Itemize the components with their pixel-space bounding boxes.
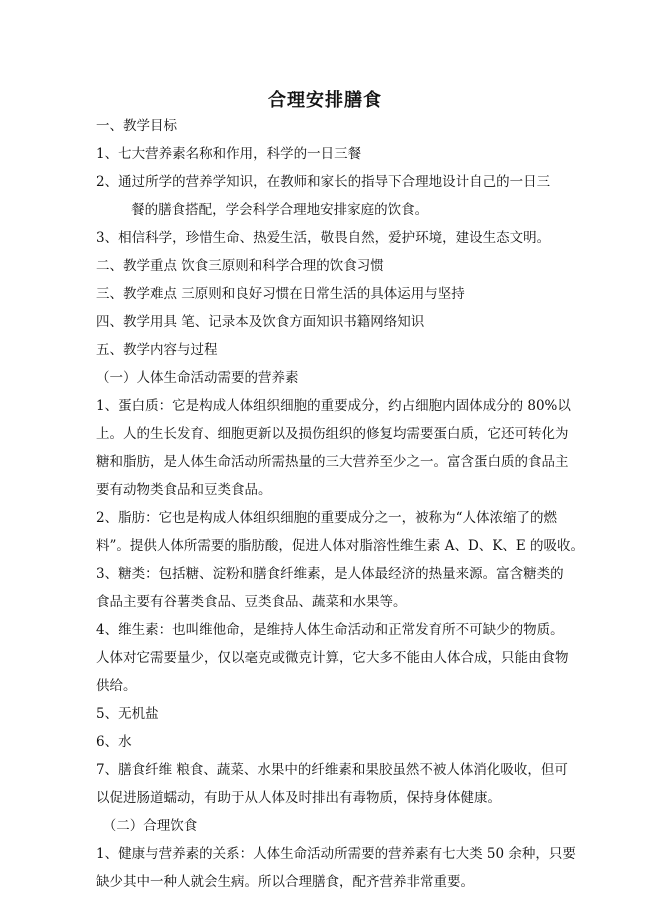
- paragraph-line: 餐的膳食搭配，学会科学合理地安排家庭的饮食。: [131, 202, 429, 218]
- section-heading-difficulties: 三、教学难点 三原则和良好习惯在日常生活的具体运用与坚持: [96, 286, 465, 302]
- paragraph-line: 7、膳食纤维 粮食、蔬菜、水果中的纤维素和果胶虽然不被人体消化吸收，但可: [96, 762, 568, 778]
- paragraph-line: 人体对它需要量少，仅以毫克或微克计算，它大多不能由人体合成，只能由食物: [96, 650, 569, 666]
- paragraph-line: 供给。: [96, 678, 137, 694]
- paragraph-line: 以促进肠道蠕动，有助于从人体及时排出有毒物质，保持身体健康。: [96, 790, 501, 806]
- paragraph-line: 1、蛋白质：它是构成人体组织细胞的重要成分，约占细胞内固体成分的 80%以: [96, 398, 571, 414]
- paragraph-line: 2、通过所学的营养学知识，在教师和家长的指导下合理地设计自己的一日三: [96, 174, 551, 190]
- paragraph-line: 3、相信科学，珍惜生命、热爱生活，敬畏自然，爱护环境，建设生态文明。: [96, 230, 551, 246]
- section-heading-tools: 四、教学用具 笔、记录本及饮食方面知识书籍网络知识: [96, 314, 425, 330]
- paragraph-line: 要有动物类食品和豆类食品。: [96, 482, 272, 498]
- paragraph-line: 糖和脂肪，是人体生命活动所需热量的三大营养至少之一。富含蛋白质的食品主: [96, 454, 569, 470]
- document-title: 合理安排膳食: [268, 90, 382, 111]
- paragraph-line: 上。人的生长发育、细胞更新以及损伤组织的修复均需要蛋白质，它还可转化为: [96, 426, 569, 442]
- document-body: [96, 112, 584, 896]
- paragraph-line: 1、健康与营养素的关系：人体生命活动所需要的营养素有七大类 50 余种，只要: [96, 846, 576, 862]
- paragraph-line: 4、维生素：也叫维他命，是维持人体生命活动和正常发育所不可缺少的物质。: [96, 622, 564, 638]
- paragraph-line: 3、糖类：包括糖、淀粉和膳食纤维素，是人体最经济的热量来源。富含糖类的: [96, 566, 564, 582]
- subsection-heading-nutrients: （一）人体生命活动需要的营养素: [96, 370, 299, 386]
- paragraph-line: 食品主要有谷薯类食品、豆类食品、蔬菜和水果等。: [96, 594, 407, 610]
- paragraph-line: 缺少其中一种人就会生病。所以合理膳食，配齐营养非常重要。: [96, 874, 474, 890]
- paragraph-line: 料”。提供人体所需要的脂肪酸，促进人体对脂溶性维生素 A、D、K、E 的吸收。: [96, 538, 584, 554]
- paragraph-line: 6、水: [96, 734, 132, 750]
- subsection-heading-diet: （二）合理饮食: [102, 818, 198, 834]
- section-heading-key-points: 二、教学重点 饮食三原则和科学合理的饮食习惯: [96, 258, 384, 274]
- paragraph-line: 5、无机盐: [96, 706, 159, 722]
- paragraph-line: 2、脂肪：它也是构成人体组织细胞的重要成分之一，被称为“人体浓缩了的燃: [96, 510, 557, 526]
- section-heading-content: 五、教学内容与过程: [96, 342, 218, 358]
- section-heading-objectives: 一、教学目标: [96, 118, 177, 134]
- paragraph-line: 1、七大营养素名称和作用，科学的一日三餐: [96, 146, 362, 162]
